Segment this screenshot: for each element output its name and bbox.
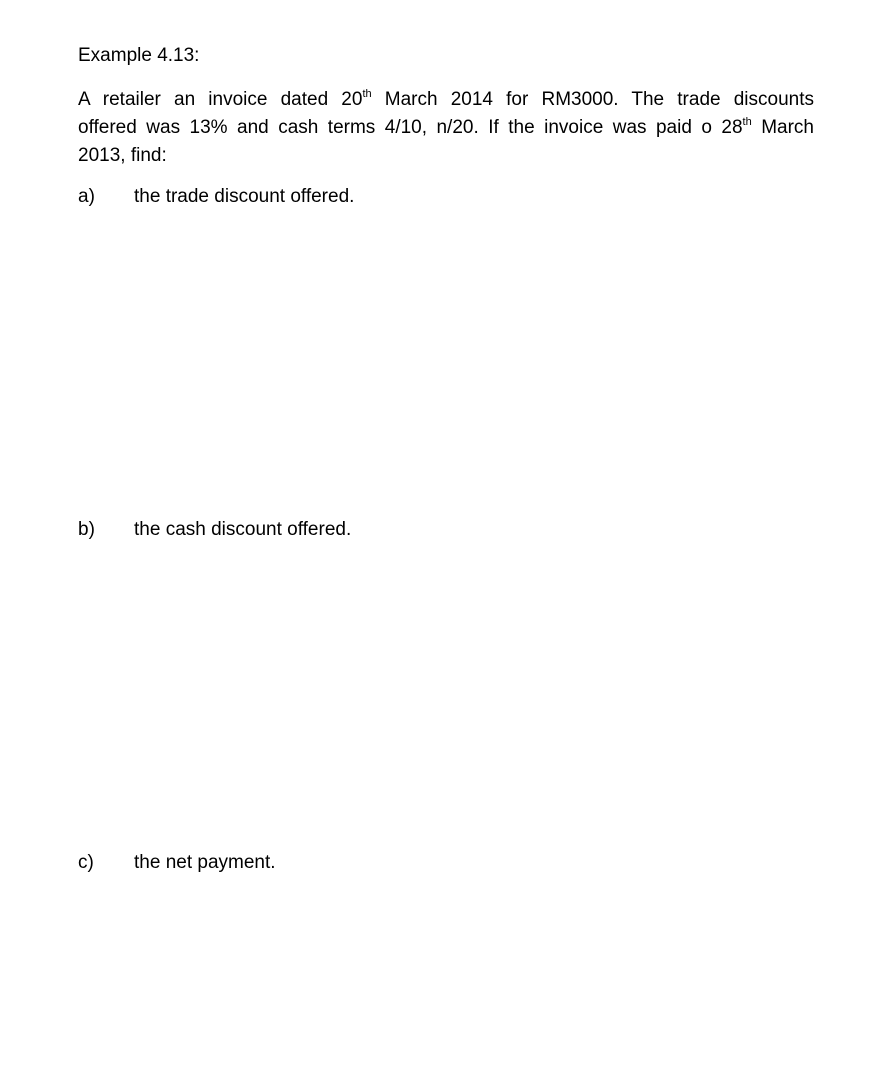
problem-line-1 [78,86,814,114]
ordinal-suffix-1: th [362,88,372,100]
problem-line-2-text-b: March [751,117,814,138]
problem-statement [78,86,814,170]
problem-line-1-text-b: March 2014 for RM3000. The trade discounts [371,89,814,110]
problem-line-2 [78,114,814,142]
problem-line-1-text-a: A retailer an invoice dated 20 [78,89,363,110]
problem-line-2-text-a: offered was 13% and cash terms 4/10, n/20. If the invoice was paid o 28 [78,117,743,138]
part-b-text: the cash discount offered. [134,519,352,540]
question-part-b [78,518,351,542]
ordinal-suffix-2: th [742,116,752,128]
example-heading: Example 4.13: [78,45,200,66]
part-c-label: c) [78,852,94,873]
part-b-label: b) [78,519,95,540]
question-part-c [78,851,276,875]
question-part-a [78,185,354,209]
part-c-text: the net payment. [134,852,276,873]
part-a-label: a) [78,186,95,207]
part-a-text: the trade discount offered. [134,186,355,207]
problem-line-3: 2013, find: [78,145,167,166]
